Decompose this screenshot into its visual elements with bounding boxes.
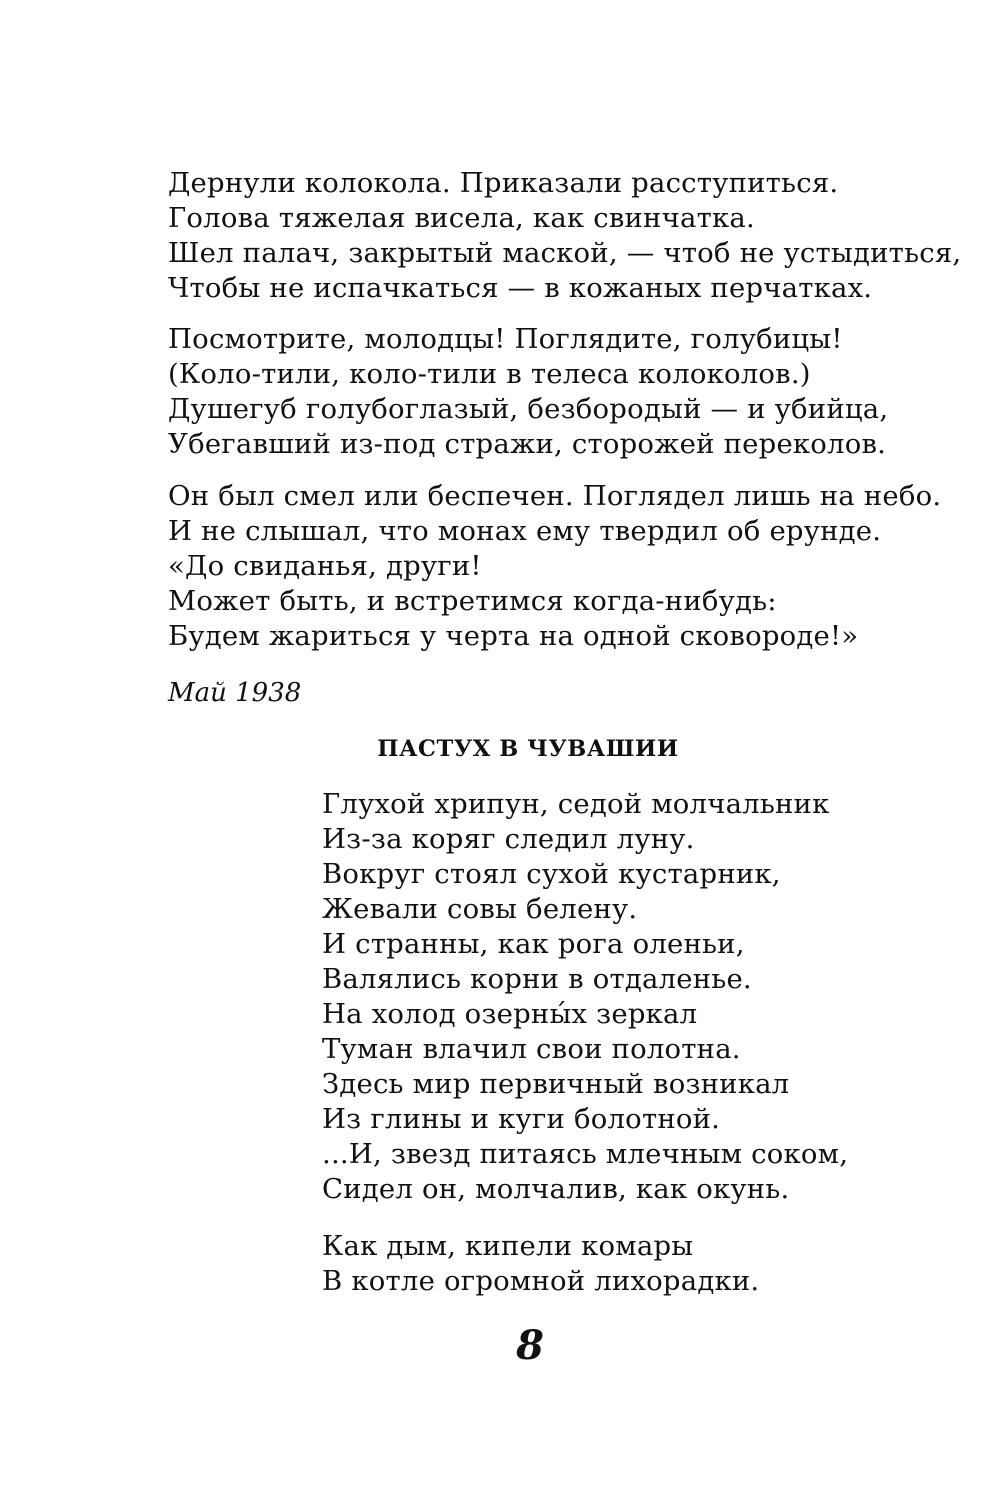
verse-line: И странны, как рога оленьи, bbox=[322, 928, 745, 960]
verse-line: «До свиданья, други! bbox=[168, 550, 482, 582]
verse-line: Вокруг стоял сухой кустарник, bbox=[322, 858, 781, 890]
verse-line: Жевали совы белену. bbox=[322, 893, 638, 925]
verse-line: Дернули колокола. Приказали расступиться. bbox=[168, 167, 839, 199]
verse-line: Здесь мир первичный возникал bbox=[322, 1068, 790, 1100]
verse-line: Он был смел или беспечен. Поглядел лишь на небо. bbox=[168, 480, 942, 512]
verse-line: И не слышал, что монах ему твердил об ерунде. bbox=[168, 515, 882, 547]
verse-line: Валялись корни в отдаленье. bbox=[322, 963, 752, 995]
verse-line: Чтобы не испачкаться — в кожаных перчатках. bbox=[168, 272, 873, 304]
verse-line: Шел палач, закрытый маской, — чтоб не устыдиться, bbox=[168, 237, 962, 269]
poem1-stanza-3 bbox=[168, 479, 942, 654]
verse-line: Из глины и куги болотной. bbox=[322, 1103, 721, 1135]
verse-line: Туман влачил свои полотна. bbox=[322, 1033, 741, 1065]
verse-line: Голова тяжелая висела, как свинчатка. bbox=[168, 202, 755, 234]
verse-line: В котле огромной лихорадки. bbox=[322, 1265, 760, 1297]
verse-line: Душегуб голубоглазый, безбородый — и убийца, bbox=[168, 393, 889, 425]
page-number: 8 bbox=[516, 1322, 544, 1369]
poem1-stanza-2 bbox=[168, 322, 928, 462]
poem2-stanza-2 bbox=[322, 1229, 962, 1299]
verse-line: Глухой хрипун, седой молчальник bbox=[322, 788, 830, 820]
verse-line: Будем жариться у черта на одной сковороде!» bbox=[168, 620, 859, 652]
poem2-title: ПАСТУХ В ЧУВАШИИ bbox=[377, 736, 679, 762]
verse-line: Сидел он, молчалив, как окунь. bbox=[322, 1173, 790, 1205]
verse-line: (Коло-тили, коло-тили в телеса колоколов.) bbox=[168, 358, 811, 390]
verse-line: Посмотрите, молодцы! Поглядите, голубицы! bbox=[168, 323, 843, 355]
verse-line: Может быть, и встретимся когда-нибудь: bbox=[168, 585, 777, 617]
verse-line: Как дым, кипели комары bbox=[322, 1230, 694, 1262]
poem2-stanza-1 bbox=[322, 787, 962, 1207]
verse-line: Из-за коряг следил луну. bbox=[322, 823, 695, 855]
verse-line: На холод озерны́х зеркал bbox=[322, 998, 698, 1030]
verse-line: ...И, звезд питаясь млечным соком, bbox=[322, 1138, 849, 1170]
verse-line: Убегавший из-под стражи, сторожей переколов. bbox=[168, 428, 887, 460]
poem1-stanza-1 bbox=[168, 166, 962, 306]
poem1-date: Май 1938 bbox=[168, 678, 302, 708]
